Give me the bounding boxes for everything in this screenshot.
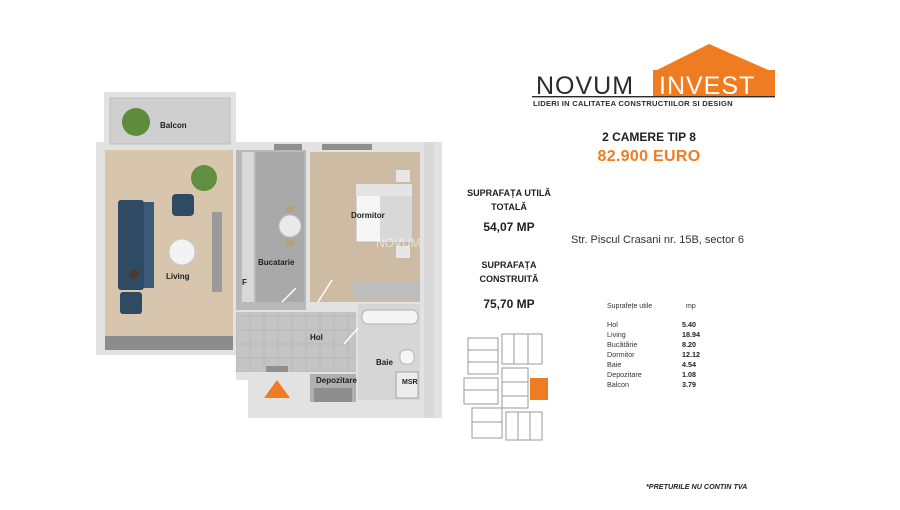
area-row-value: 8.20 — [682, 340, 696, 349]
area-row-bucatarie — [607, 340, 717, 350]
area-table-header-label: Suprafețe utile — [607, 303, 653, 310]
apartment-type: 2 CAMERE TIP 8 — [602, 130, 696, 144]
area-row-value: 3.79 — [682, 380, 696, 389]
area-row-depozitare — [607, 370, 717, 380]
area-row-name: Dormitor — [607, 350, 635, 359]
area-row-value: 4.54 — [682, 360, 696, 369]
built-area-value: 75,70 MP — [483, 297, 535, 311]
area-row-name: Living — [607, 330, 626, 339]
area-row-name: Baie — [607, 360, 622, 369]
area-row-value: 1.08 — [682, 370, 696, 379]
logo-tagline: LIDERI IN CALITATEA CONSTRUCTIILOR SI DESIGN — [533, 99, 733, 108]
usable-area-value: 54,07 MP — [483, 220, 535, 234]
room-label-bucatarie: Bucatarie — [258, 258, 295, 267]
room-label-balcon: Balcon — [160, 121, 187, 130]
site-plan-thumbnail — [458, 326, 558, 446]
vat-note: *PRETURILE NU CONTIN TVA — [646, 482, 748, 491]
usable-area-label: SUPRAFAȚA UTILĂ TOTALĂ — [467, 188, 551, 212]
room-label-fridge: F — [242, 278, 247, 287]
room-label-hol: Hol — [310, 333, 323, 342]
area-row-value: 18.94 — [682, 330, 700, 339]
room-label-boiler: MSR — [402, 379, 418, 386]
floor-plan-drawing — [96, 92, 442, 418]
area-table-header-unit: mp — [686, 303, 696, 310]
area-row-dormitor — [607, 350, 717, 360]
area-row-hol — [607, 320, 717, 330]
area-row-name: Balcon — [607, 380, 629, 389]
room-label-living: Living — [166, 272, 190, 281]
area-row-baie — [607, 360, 717, 370]
area-row-name: Hol — [607, 320, 618, 329]
watermark: NOVUM — [376, 236, 421, 250]
built-area-label: SUPRAFAȚA CONSTRUITĂ — [479, 260, 539, 284]
area-row-balcon — [607, 380, 717, 390]
room-label-baie: Baie — [376, 358, 393, 367]
area-row-value: 12.12 — [682, 350, 700, 359]
logo-text-novum: NOVUM — [536, 72, 635, 100]
room-label-depozitare: Depozitare — [316, 376, 357, 385]
logo-text-invest: INVEST — [659, 72, 756, 100]
area-table — [607, 320, 717, 390]
room-label-dormitor: Dormitor — [351, 211, 385, 220]
area-row-living — [607, 330, 717, 340]
area-row-name: Bucătărie — [607, 340, 638, 349]
address: Str. Piscul Crasani nr. 15B, sector 6 — [571, 234, 745, 246]
floor-plan — [96, 92, 442, 418]
apartment-price: 82.900 EURO — [597, 148, 701, 165]
brand-logo — [528, 42, 778, 110]
area-row-value: 5.40 — [682, 320, 696, 329]
area-row-name: Depozitare — [607, 370, 642, 379]
